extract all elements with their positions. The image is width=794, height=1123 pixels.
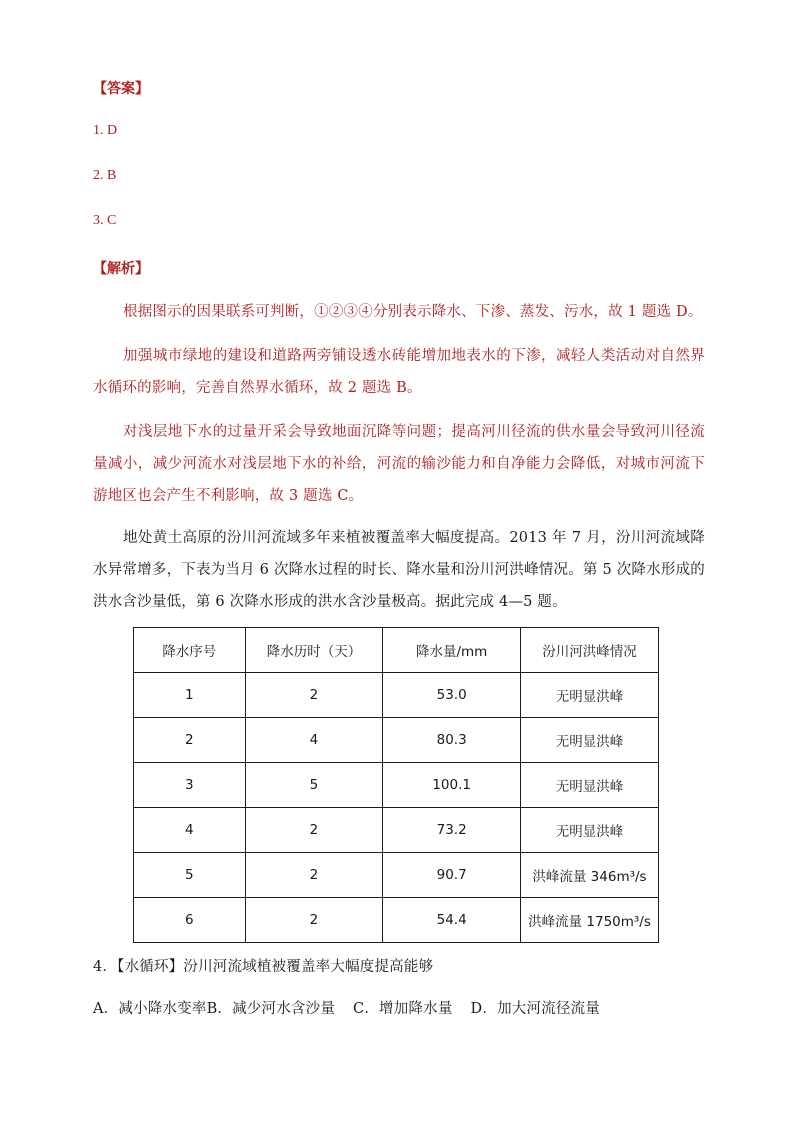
table-cell: 洪峰流量 346m³/s	[521, 853, 659, 898]
question-4-options	[93, 997, 600, 1018]
table-cell: 2	[245, 853, 383, 898]
question-intro: 地处黄土高原的汾川河流域多年来植被覆盖率大幅度提高。2013 年 7 月，汾川河流域降水异常增多，下表为当月 6 次降水过程的时长、降水量和汾川河洪峰情况。第 5 次降水形成的洪水含沙量低，第 6 次降水形成的洪水含沙量极高。据此完成 4—5 题。	[93, 530, 705, 610]
table-cell: 80.3	[383, 718, 521, 763]
table-row	[134, 853, 659, 898]
table-row	[134, 808, 659, 853]
analysis-paragraph-3: 对浅层地下水的过量开采会导致地面沉降等问题；提高河川径流的供水量会导致河川径流量减小，减少河流水对浅层地下水的补给，河流的输沙能力和自净能力会降低，对城市河流下游地区也会产生不利影响，故 3 题选 C。	[93, 424, 705, 504]
table-cell: 洪峰流量 1750m³/s	[521, 898, 659, 943]
table-cell: 3	[134, 763, 246, 808]
table-cell: 53.0	[383, 673, 521, 718]
table-header: 汾川河洪峰情况	[521, 628, 659, 673]
answer-header: 【答案】	[93, 81, 149, 97]
option-d: D．加大河流径流量	[470, 1001, 600, 1017]
answer-item-2: 2. B	[93, 168, 117, 183]
analysis-paragraph-2: 加强城市绿地的建设和道路两旁铺设透水砖能增加地表水的下渗，减轻人类活动对自然界水循环的影响，完善自然界水循环，故 2 题选 B。	[93, 348, 705, 396]
table-cell: 2	[245, 808, 383, 853]
table-header: 降水历时（天）	[245, 628, 383, 673]
table-row	[134, 718, 659, 763]
table-row	[134, 898, 659, 943]
table-cell: 1	[134, 673, 246, 718]
table-header: 降水序号	[134, 628, 246, 673]
option-b: B．减少河水含沙量	[206, 1001, 336, 1017]
option-a: A．减小降水变率	[93, 1001, 207, 1017]
table-cell: 90.7	[383, 853, 521, 898]
table-cell: 100.1	[383, 763, 521, 808]
analysis-header: 【解析】	[93, 261, 149, 277]
option-c: C．增加降水量	[353, 1001, 453, 1017]
table-cell: 无明显洪峰	[521, 763, 659, 808]
table-cell: 4	[134, 808, 246, 853]
analysis-paragraph-1: 根据图示的因果联系可判断，①②③④分别表示降水、下渗、蒸发、污水，故 1 题选 D。	[123, 304, 703, 320]
question-4-stem: 4．【水循环】汾川河流域植被覆盖率大幅度提高能够	[93, 959, 434, 975]
table-cell: 2	[245, 673, 383, 718]
table-cell: 无明显洪峰	[521, 808, 659, 853]
table-cell: 6	[134, 898, 246, 943]
table-cell: 2	[134, 718, 246, 763]
table-cell: 无明显洪峰	[521, 673, 659, 718]
table-cell: 5	[134, 853, 246, 898]
answer-item-3: 3. C	[93, 213, 117, 228]
table-cell: 73.2	[383, 808, 521, 853]
table-header: 降水量/mm	[383, 628, 521, 673]
table-cell: 2	[245, 898, 383, 943]
table-cell: 4	[245, 718, 383, 763]
table-cell: 5	[245, 763, 383, 808]
answer-item-1: 1. D	[93, 123, 118, 138]
table-header-row	[134, 628, 659, 673]
table-cell: 无明显洪峰	[521, 718, 659, 763]
table-row	[134, 673, 659, 718]
precipitation-table	[133, 627, 659, 943]
table-row	[134, 763, 659, 808]
table-cell: 54.4	[383, 898, 521, 943]
